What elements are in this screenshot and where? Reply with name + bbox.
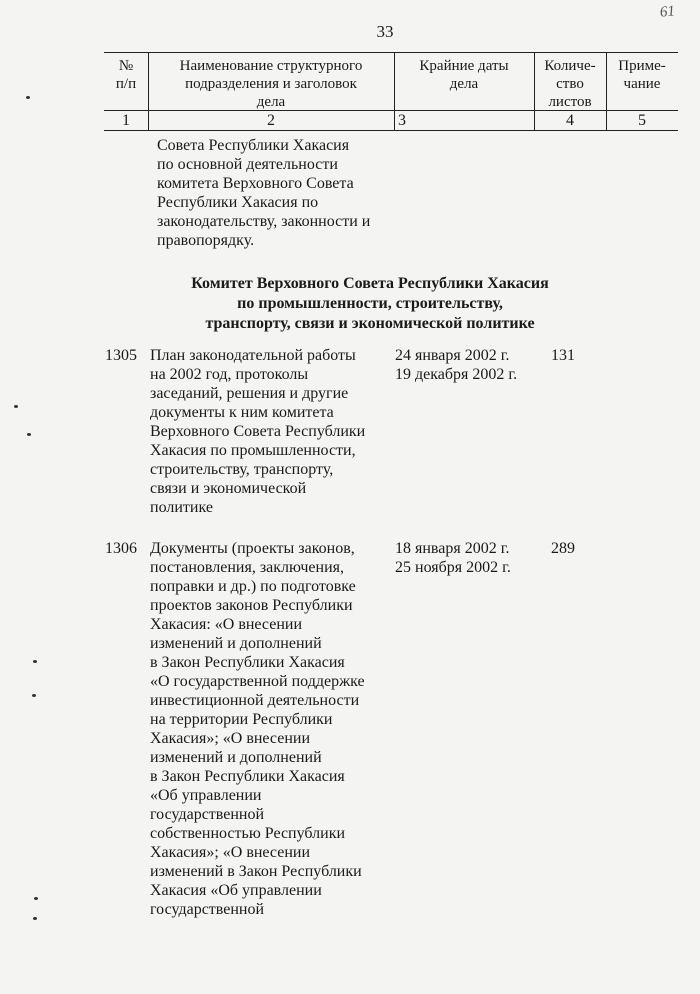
column-divider xyxy=(534,52,535,131)
column-number-4: 4 xyxy=(534,111,606,131)
entry-title: Документы (проекты законов, постановления, заключения, поправки и др.) по подготовке проектов законов Республики Хакасия: «О внесении изменений и дополнений в Закон Республики Хакасия «О государственной поддержке инвестиционной деятельности на территории Республики Хакасия»; «О внесении изменений и дополнений в Закон Республики Хакасия «Об управлении государственной собственностью Республики Хакасия»; «О внесении изменений в Закон Республики Хакасия «Об управлении государственной xyxy=(150,540,365,918)
scan-speck xyxy=(32,694,36,697)
entry-number: 1305 xyxy=(105,347,137,364)
header-dates-column: Крайние даты дела xyxy=(394,52,534,111)
scan-speck xyxy=(34,897,38,900)
column-divider xyxy=(394,52,395,131)
entry-title: План законодательной работы на 2002 год, протоколы заседаний, решения и другие документы к ним комитета Верховного Совета Республики Хакасия по промышленности, строительству, транспорту, связи и экономической политике xyxy=(150,347,366,516)
scan-speck xyxy=(26,96,30,99)
header-number-column: № п/п xyxy=(104,52,148,111)
continuation-text: Совета Республики Хакасия по основной деятельности комитета Верховного Совета Республики Хакасия по законодательству, законности и правопорядку. xyxy=(157,137,371,249)
scan-speck xyxy=(27,433,31,436)
column-divider xyxy=(148,52,149,131)
entry-dates: 18 января 2002 г. 25 ноября 2002 г. xyxy=(395,540,511,576)
column-number-5: 5 xyxy=(606,111,678,131)
section-heading: Комитет Верховного Совета Республики Хакасия по промышленности, строительству, транспорту, связи и экономической политике xyxy=(191,275,549,332)
handwritten-page-mark: 61 xyxy=(659,3,676,21)
scan-speck xyxy=(33,917,37,920)
header-title-column: Наименование структурного подразделения и заголовок дела xyxy=(148,52,394,111)
column-number-1: 1 xyxy=(104,111,148,131)
scan-speck xyxy=(14,405,18,408)
column-divider xyxy=(606,52,607,131)
entry-number: 1306 xyxy=(105,540,137,557)
page-number: 33 xyxy=(376,22,394,41)
entry-sheets: 289 xyxy=(551,540,575,557)
header-notes-column: Приме- чание xyxy=(606,52,678,111)
column-number-3: 3 xyxy=(394,111,534,131)
entry-sheets: 131 xyxy=(551,347,575,364)
column-number-2: 2 xyxy=(148,111,394,131)
entry-dates: 24 января 2002 г. 19 декабря 2002 г. xyxy=(395,347,518,383)
scan-speck xyxy=(33,660,37,663)
header-sheets-column: Количе- ство листов xyxy=(534,52,606,111)
